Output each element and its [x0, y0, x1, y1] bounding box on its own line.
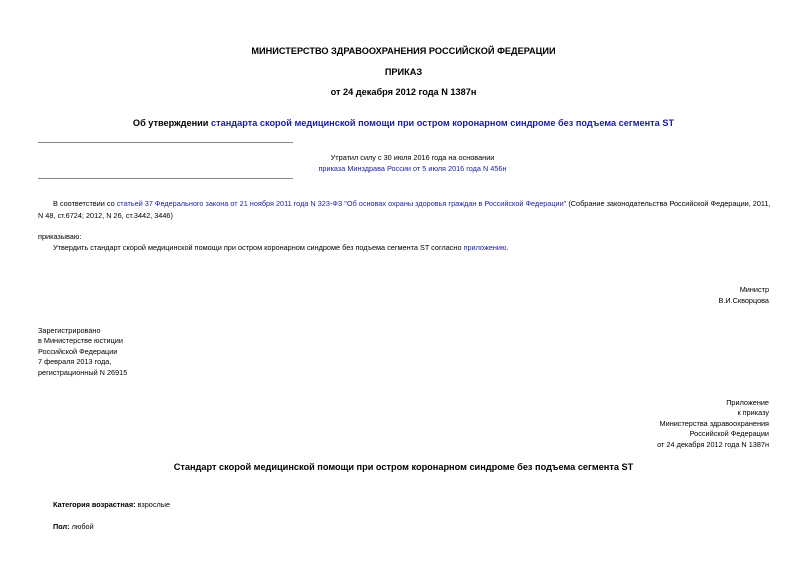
- appendix-line: Российской Федерации: [689, 429, 769, 439]
- appendix-line: к приказу: [737, 408, 769, 418]
- signature-name: В.И.Скворцова: [718, 296, 769, 305]
- standard-title: Стандарт скорой медицинской помощи при остром коронарном синдроме без подъема сегмента ST: [173, 462, 634, 472]
- age-category-value: взрослые: [135, 500, 171, 509]
- preamble-text-2: (Собрание законодательства Российской Федерации, 2011,: [566, 199, 771, 208]
- registration-line: регистрационный N 26915: [38, 367, 128, 377]
- registration-line: Российской Федерации: [38, 346, 118, 356]
- order-type-heading: ПРИКАЗ: [384, 67, 423, 77]
- appendix-line: Министерства здравоохранения: [659, 418, 769, 428]
- sex-label: Пол:: [53, 522, 70, 531]
- sex-value: любой: [69, 522, 94, 531]
- signature-position: Министр: [739, 285, 769, 294]
- ministry-heading: МИНИСТЕРСТВО ЗДРАВООХРАНЕНИЯ РОССИЙСКОЙ ФЕДЕРАЦИИ: [251, 46, 556, 56]
- preamble-text-1: В соответствии со: [53, 199, 117, 208]
- appendix-block: [657, 398, 769, 450]
- preamble-paragraph: [38, 199, 773, 209]
- registration-line: Зарегистрировано: [38, 326, 101, 335]
- law-article-link[interactable]: статьей 37 Федерального закона от 21 ноября 2011 года N 323-ФЗ "Об основах охраны здоровья граждан в Российской Федерации": [116, 199, 567, 208]
- order-text-end: .: [506, 243, 509, 252]
- title-prefix: Об утверждении: [132, 118, 211, 128]
- order-text: [53, 243, 509, 253]
- appendix-line: от 24 декабря 2012 года N 1387н: [657, 439, 769, 449]
- document-title: [0, 118, 807, 128]
- registration-line: 7 февраля 2013 года,: [38, 357, 112, 367]
- divider-top: [38, 142, 293, 143]
- expired-note-link[interactable]: приказа Минздрава России от 5 июля 2016 года N 456н: [318, 164, 507, 173]
- age-category-field: [53, 500, 170, 510]
- appendix-line: Приложение: [726, 398, 769, 407]
- order-word: приказываю:: [38, 232, 82, 241]
- expired-note-line: Утратил силу с 30 июля 2016 года на основании: [330, 153, 495, 162]
- age-category-label: Категория возрастная:: [53, 500, 136, 509]
- order-date-number: от 24 декабря 2012 года N 1387н: [330, 87, 477, 97]
- registration-block: [38, 326, 127, 378]
- order-text-body: Утвердить стандарт скорой медицинской помощи при остром коронарном синдроме без подъема сегмента ST согласно: [53, 243, 464, 252]
- sex-field: [53, 522, 94, 532]
- registration-line: в Министерстве юстиции: [38, 336, 123, 346]
- appendix-link[interactable]: приложению: [463, 243, 507, 252]
- divider-bottom: [38, 178, 293, 179]
- preamble-line-2: N 48, ст.6724; 2012, N 26, ст.3442, 3446): [38, 211, 173, 220]
- title-standard-link[interactable]: стандарта скорой медицинской помощи при остром коронарном синдроме без подъема сегмента ST: [211, 118, 675, 128]
